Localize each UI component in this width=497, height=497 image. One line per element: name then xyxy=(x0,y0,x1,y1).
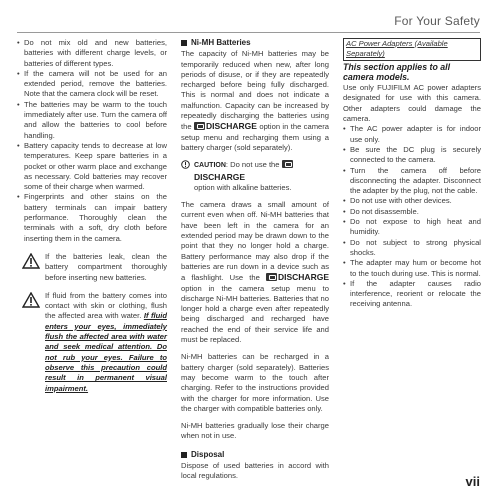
caution-label: CAUTION xyxy=(194,162,226,170)
header-rule xyxy=(17,32,480,33)
page-header-title: For Your Safety xyxy=(394,14,480,28)
list-item: • Do not expose to high heat and humidity. xyxy=(343,217,481,238)
disposal-paragraph: Dispose of used batteries in accord with local regulations. xyxy=(181,460,329,481)
warning-fluid xyxy=(17,291,167,394)
text-run: : Do not use the xyxy=(225,160,282,170)
caution-circle-icon xyxy=(181,160,194,193)
nimh-paragraph-1 xyxy=(181,49,329,153)
list-item: • Do not mix old and new batteries, batteries with different charge levels, or batteries of different types. xyxy=(17,38,167,69)
list-item: • The batteries may be warm to the touch immediately after use. Turn the camera off and allow the batteries to cool before handling. xyxy=(17,100,167,141)
square-bullet-icon xyxy=(181,452,187,458)
nimh-paragraph-2 xyxy=(181,200,329,345)
text-run: The camera draws a small amount of current even when off. Ni-MH batteries that have been left in the camera for an extended period may be drawn down to the point that they no longer hold a charge. Battery performance may also drop if the batteries are run down in a device such as a flashlight. Use the xyxy=(181,200,329,283)
text-run: option with alkaline batteries. xyxy=(194,182,292,192)
list-item: • If the adapter causes radio interference, reorient or relocate the receiving antenna. xyxy=(343,279,481,310)
section-heading-nimh xyxy=(181,38,329,48)
list-item: • Do not use with other devices. xyxy=(343,196,481,206)
caution-text xyxy=(194,160,329,193)
list-item: • The AC power adapter is for indoor use only. xyxy=(343,124,481,145)
section-heading-text: Ni-MH Batteries xyxy=(191,38,251,47)
list-item: • Do not subject to strong physical shocks. xyxy=(343,238,481,259)
text-run: option in the camera setup menu to discharge Ni-MH batteries. Batteries that no longer hold a charge even after repeatedly being discharged and recharged have reached the end of their service life and must be replaced. xyxy=(181,283,329,345)
warning-fluid-plain: If fluid from the battery comes into contact with skin or clothing, flush the affected area with water. xyxy=(45,290,167,321)
warning-leak xyxy=(17,252,167,283)
list-item: • The adapter may hum or become hot to the touch during use. This is normal. xyxy=(343,258,481,279)
column-2 xyxy=(181,38,329,482)
warning-triangle-icon xyxy=(17,291,45,394)
ac-intro-paragraph: Use only FUJIFILM AC power adapters designated for use with this camera. Other adapters could damage the camera. xyxy=(343,83,481,124)
warning-fluid-text xyxy=(45,291,167,394)
list-item: • Be sure the DC plug is securely connected to the camera. xyxy=(343,145,481,166)
discharge-option-label: DISCHARGE xyxy=(277,272,329,283)
list-item: • Turn the camera off before disconnecting the adapter. Disconnect the adapter by the plug, not the cable. xyxy=(343,166,481,197)
ac-adapter-heading: AC Power Adapters (Available Separately) xyxy=(343,38,481,61)
setup-menu-icon xyxy=(194,122,205,130)
nimh-paragraph-4: Ni-MH batteries gradually lose their charge when not in use. xyxy=(181,421,329,441)
column-1 xyxy=(17,38,167,394)
warning-fluid-emphasis: If fluid enters your eyes, immediately flush the affected area with water and seek medical attention. Do not rub your eyes. Failure to observe this precaution could result in permanent visual impairment. xyxy=(45,311,167,393)
list-item: • Fingerprints and other stains on the battery terminals can impair battery performance. Thoroughly clean the terminals with a soft, dry cloth before inserting them in the camera. xyxy=(17,192,167,243)
setup-menu-icon xyxy=(282,160,293,168)
warning-leak-text: If the batteries leak, clean the battery compartment thoroughly before inserting new batteries. xyxy=(45,251,167,282)
text-run: The capacity of Ni-MH batteries may be temporarily reduced when new, after long periods of disuse, or if they are repeatedly recharged before being fully discharged. This is normal and does not indicate a malfunction. Capacity can be increased by repeatedly discharging the batteries using the xyxy=(181,49,329,132)
nimh-paragraph-3: Ni-MH batteries can be recharged in a battery charger (sold separately). Batteries may become warm to the touch after charging. Refer to the instructions provided with the charger for more information. Use the charger with compatible batteries only. xyxy=(181,352,329,413)
list-item: • If the camera will not be used for an extended period, remove the batteries. Note that the camera clock will be reset. xyxy=(17,69,167,100)
section-heading-text: Disposal xyxy=(191,449,225,459)
warning-triangle-icon xyxy=(17,252,45,283)
setup-menu-icon xyxy=(266,273,277,281)
ac-adapter-list xyxy=(343,124,481,309)
square-bullet-icon xyxy=(181,40,187,46)
list-item: • Do not disassemble. xyxy=(343,207,481,217)
caution-note xyxy=(181,160,329,193)
battery-precautions-list xyxy=(17,38,167,244)
discharge-option-label: DISCHARGE xyxy=(205,121,257,132)
page-number: vii xyxy=(465,474,480,489)
text-run: option in the camera setup menu and recharging them using a battery charger (sold separately). xyxy=(181,122,329,152)
column-3 xyxy=(343,38,481,310)
discharge-option-label: DISCHARGE xyxy=(194,171,246,182)
section-heading-disposal xyxy=(181,450,329,460)
list-item: • Battery capacity tends to decrease at low temperatures. Keep spare batteries in a pocket or other warm place and exchange as necessary. Cold batteries may recover some of their charge when warmed. xyxy=(17,141,167,192)
models-note: This section applies to all camera models. xyxy=(343,61,451,82)
